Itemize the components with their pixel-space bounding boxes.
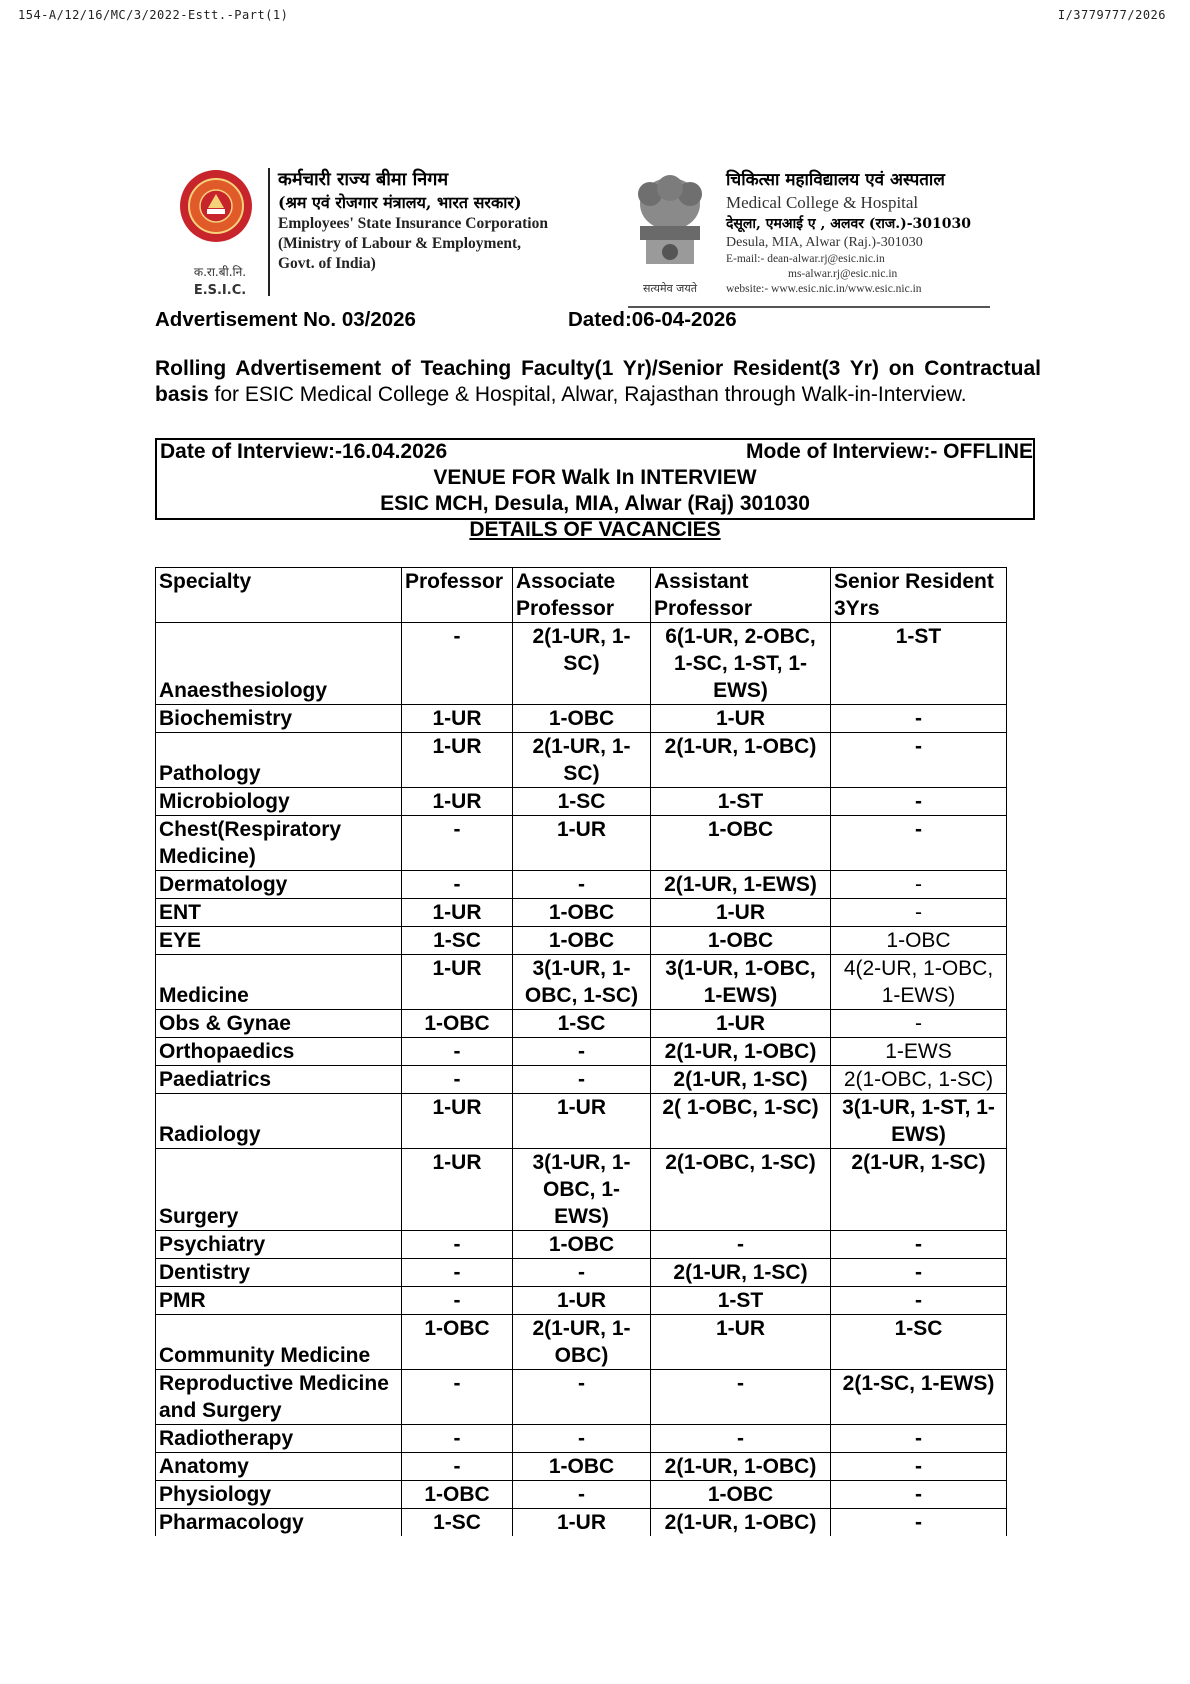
vacancy-cell: 2(1-OBC, 1-SC) xyxy=(651,1149,831,1231)
table-row xyxy=(156,1010,1007,1038)
vacancy-cell: - xyxy=(402,871,513,899)
table-header-cell: Professor xyxy=(402,568,513,623)
vacancy-cell: 1-OBC xyxy=(513,705,651,733)
vacancy-cell: 1-UR xyxy=(402,899,513,927)
interview-date: Date of Interview:-16.04.2026 xyxy=(160,440,448,463)
national-emblem-icon xyxy=(620,168,720,308)
vacancy-cell: 1-UR xyxy=(651,899,831,927)
table-row xyxy=(156,816,1007,871)
vacancy-cell: 1-UR xyxy=(402,705,513,733)
letterhead-divider xyxy=(268,168,270,296)
table-row xyxy=(156,1038,1007,1066)
vacancy-cell: - xyxy=(831,816,1007,871)
logo-en-text: E.S.I.C. xyxy=(193,283,247,298)
vacancy-table xyxy=(155,567,1007,1536)
specialty-cell: Paediatrics xyxy=(156,1066,402,1094)
specialty-cell: Radiology xyxy=(156,1094,402,1149)
vacancy-cell: 2(1-UR, 1-SC) xyxy=(513,623,651,705)
vacancy-cell: 1-ST xyxy=(651,1287,831,1315)
specialty-cell: Reproductive Medicine and Surgery xyxy=(156,1370,402,1425)
esic-hindi-name: कर्मचारी राज्य बीमा निगम xyxy=(278,169,449,190)
vacancy-cell: 1-SC xyxy=(402,1509,513,1537)
vacancy-cell: 1-OBC xyxy=(651,816,831,871)
advertisement-date: Dated:06-04-2026 xyxy=(568,308,737,331)
vacancy-cell: 1-SC xyxy=(831,1315,1007,1370)
specialty-cell: Orthopaedics xyxy=(156,1038,402,1066)
mch-english-name: Medical College & Hospital xyxy=(726,193,919,212)
esic-english-govt: Govt. of India) xyxy=(278,255,376,272)
vacancy-heading: DETAILS OF VACANCIES xyxy=(469,518,721,541)
vacancy-cell: 3(1-UR, 1-ST, 1-EWS) xyxy=(831,1094,1007,1149)
vacancy-cell: 1-OBC xyxy=(513,899,651,927)
table-row xyxy=(156,1149,1007,1231)
vacancy-cell: 3(1-UR, 1-OBC, 1-EWS) xyxy=(513,1149,651,1231)
esic-logo-icon xyxy=(178,168,262,308)
vacancy-cell: 1-OBC xyxy=(402,1315,513,1370)
table-row xyxy=(156,733,1007,788)
vacancy-cell: - xyxy=(831,1231,1007,1259)
vacancy-cell: 1-OBC xyxy=(513,1231,651,1259)
vacancy-cell: - xyxy=(513,1259,651,1287)
vacancy-cell: 1-UR xyxy=(651,1315,831,1370)
vacancy-cell: 1-OBC xyxy=(402,1010,513,1038)
vacancy-cell: 3(1-UR, 1-OBC, 1-SC) xyxy=(513,955,651,1010)
table-row xyxy=(156,871,1007,899)
esic-english-name: Employees' State Insurance Corporation xyxy=(278,215,548,232)
vacancy-cell: - xyxy=(513,1370,651,1425)
table-header-cell: Senior Resident 3Yrs xyxy=(831,568,1007,623)
specialty-cell: EYE xyxy=(156,927,402,955)
vacancy-cell: 2(1-UR, 1-SC) xyxy=(651,1066,831,1094)
mch-hindi-name: चिकित्सा महाविद्यालय एवं अस्पताल xyxy=(726,170,945,190)
specialty-cell: PMR xyxy=(156,1287,402,1315)
table-row xyxy=(156,1259,1007,1287)
vacancy-cell: - xyxy=(831,1509,1007,1537)
specialty-cell: Physiology xyxy=(156,1481,402,1509)
vacancy-cell: - xyxy=(831,788,1007,816)
interview-venue-box xyxy=(155,438,1035,520)
vacancy-cell: 1-UR xyxy=(402,1094,513,1149)
vacancy-cell: - xyxy=(651,1231,831,1259)
vacancy-cell: 1-EWS xyxy=(831,1038,1007,1066)
vacancy-cell: 3(1-UR, 1-OBC, 1-EWS) xyxy=(651,955,831,1010)
vacancy-cell: 1-OBC xyxy=(513,927,651,955)
venue-address: ESIC MCH, Desula, MIA, Alwar (Raj) 301030 xyxy=(380,492,810,515)
document-number: I/3779777/2026 xyxy=(1057,8,1166,22)
table-row xyxy=(156,1231,1007,1259)
specialty-cell: Psychiatry xyxy=(156,1231,402,1259)
vacancy-cell: 1-UR xyxy=(402,1149,513,1231)
mch-email-1: E-mail:- dean-alwar.rj@esic.nic.in xyxy=(726,253,885,265)
vacancy-cell: - xyxy=(831,733,1007,788)
vacancy-cell: 1-UR xyxy=(402,733,513,788)
vacancy-cell: - xyxy=(402,1066,513,1094)
specialty-cell: Dentistry xyxy=(156,1259,402,1287)
vacancy-cell: 1-OBC xyxy=(651,1481,831,1509)
vacancy-cell: - xyxy=(513,871,651,899)
vacancy-cell: - xyxy=(831,1425,1007,1453)
vacancy-cell: 1-UR xyxy=(402,955,513,1010)
vacancy-cell: 1-UR xyxy=(402,788,513,816)
logo-hindi-text: क.रा.बी.नि. xyxy=(193,265,247,279)
table-row xyxy=(156,1481,1007,1509)
vacancy-cell: 2(1-UR, 1-OBC) xyxy=(651,1453,831,1481)
specialty-cell: Dermatology xyxy=(156,871,402,899)
table-row xyxy=(156,1425,1007,1453)
vacancy-cell: 1-SC xyxy=(513,788,651,816)
table-row xyxy=(156,705,1007,733)
emblem-caption: सत्यमेव जयते xyxy=(642,282,698,295)
vacancy-cell: 2(1-UR, 1-OBC) xyxy=(513,1315,651,1370)
specialty-cell: Biochemistry xyxy=(156,705,402,733)
letterhead xyxy=(178,168,1020,308)
file-reference: 154-A/12/16/MC/3/2022-Estt.-Part(1) xyxy=(18,8,289,22)
vacancy-cell: 1-SC xyxy=(402,927,513,955)
venue-title: VENUE FOR Walk In INTERVIEW xyxy=(433,466,757,489)
vacancy-cell: 1-OBC xyxy=(651,927,831,955)
vacancy-cell: 1-UR xyxy=(651,1010,831,1038)
vacancy-cell: 1-ST xyxy=(651,788,831,816)
specialty-cell: Medicine xyxy=(156,955,402,1010)
vacancy-cell: - xyxy=(513,1066,651,1094)
interview-mode: Mode of Interview:- OFFLINE xyxy=(746,440,1033,463)
table-row xyxy=(156,623,1007,705)
vacancy-cell: - xyxy=(831,1010,1007,1038)
vacancy-cell: - xyxy=(513,1038,651,1066)
vacancy-cell: - xyxy=(831,899,1007,927)
specialty-cell: Radiotherapy xyxy=(156,1425,402,1453)
vacancy-cell: 6(1-UR, 2-OBC, 1-SC, 1-ST, 1-EWS) xyxy=(651,623,831,705)
table-row xyxy=(156,1453,1007,1481)
vacancy-cell: - xyxy=(402,623,513,705)
vacancy-cell: 1-ST xyxy=(831,623,1007,705)
vacancy-cell: - xyxy=(831,1481,1007,1509)
vacancy-cell: 2(1-UR, 1-OBC) xyxy=(651,1509,831,1537)
specialty-cell: Community Medicine xyxy=(156,1315,402,1370)
vacancy-cell: - xyxy=(402,1370,513,1425)
vacancy-cell: - xyxy=(402,1287,513,1315)
vacancy-cell: 1-UR xyxy=(651,705,831,733)
table-row xyxy=(156,1370,1007,1425)
vacancy-cell: 2(1-UR, 1-OBC) xyxy=(651,1038,831,1066)
specialty-cell: Chest(Respiratory Medicine) xyxy=(156,816,402,871)
vacancy-cell: - xyxy=(831,705,1007,733)
specialty-cell: Pathology xyxy=(156,733,402,788)
specialty-cell: Anatomy xyxy=(156,1453,402,1481)
table-row xyxy=(156,1315,1007,1370)
vacancy-cell: 1-OBC xyxy=(513,1453,651,1481)
mch-website: website:- www.esic.nic.in/www.esic.nic.in xyxy=(726,283,922,295)
vacancy-cell: - xyxy=(831,1259,1007,1287)
specialty-cell: Surgery xyxy=(156,1149,402,1231)
advertisement-number: Advertisement No. 03/2026 xyxy=(155,308,416,331)
vacancy-cell: 2(1-UR, 1-OBC) xyxy=(651,733,831,788)
vacancy-cell: 1-UR xyxy=(513,1287,651,1315)
specialty-cell: Microbiology xyxy=(156,788,402,816)
esic-english-ministry: (Ministry of Labour & Employment, xyxy=(278,235,521,252)
table-row xyxy=(156,788,1007,816)
vacancy-cell: 2(1-UR, 1-SC) xyxy=(651,1259,831,1287)
esic-hindi-ministry: (श्रम एवं रोजगार मंत्रालय, भारत सरकार) xyxy=(278,193,522,212)
vacancy-cell: 2(1-OBC, 1-SC) xyxy=(831,1066,1007,1094)
vacancy-cell: - xyxy=(402,1425,513,1453)
intro-normal-text: for ESIC Medical College & Hospital, Alwar, Rajasthan through Walk-in-Interview. xyxy=(208,383,967,406)
table-row xyxy=(156,1066,1007,1094)
table-header-row xyxy=(156,568,1007,623)
vacancy-cell: 1-UR xyxy=(513,1094,651,1149)
specialty-cell: Pharmacology xyxy=(156,1509,402,1537)
vacancy-cell: 2(1-UR, 1-SC) xyxy=(513,733,651,788)
vacancy-cell: 2(1-UR, 1-EWS) xyxy=(651,871,831,899)
intro-paragraph xyxy=(155,356,1041,408)
mch-english-address: Desula, MIA, Alwar (Raj.)-301030 xyxy=(726,235,923,250)
vacancy-cell: - xyxy=(402,1259,513,1287)
table-row xyxy=(156,899,1007,927)
mch-email-2: ms-alwar.rj@esic.nic.in xyxy=(788,268,898,280)
vacancy-cell: - xyxy=(831,871,1007,899)
mch-hindi-address: देसूला, एमआई ए , अलवर (राज.)-301030 xyxy=(726,216,971,232)
table-row xyxy=(156,927,1007,955)
vacancy-cell: - xyxy=(402,1231,513,1259)
vacancy-cell: 1-SC xyxy=(513,1010,651,1038)
vacancy-cell: 4(2-UR, 1-OBC, 1-EWS) xyxy=(831,955,1007,1010)
table-header-cell: Associate Professor xyxy=(513,568,651,623)
vacancy-cell: 1-OBC xyxy=(402,1481,513,1509)
specialty-cell: Anaesthesiology xyxy=(156,623,402,705)
table-header-cell: Specialty xyxy=(156,568,402,623)
specialty-cell: ENT xyxy=(156,899,402,927)
vacancy-cell: 2( 1-OBC, 1-SC) xyxy=(651,1094,831,1149)
vacancy-cell: - xyxy=(831,1287,1007,1315)
specialty-cell: Obs & Gynae xyxy=(156,1010,402,1038)
vacancy-cell: - xyxy=(402,1038,513,1066)
table-row xyxy=(156,1509,1007,1537)
vacancy-cell: - xyxy=(651,1370,831,1425)
vacancy-cell: - xyxy=(402,1453,513,1481)
vacancy-cell: 2(1-UR, 1-SC) xyxy=(831,1149,1007,1231)
esic-name-block xyxy=(278,168,598,274)
vacancy-cell: 1-UR xyxy=(513,1509,651,1537)
table-header-cell: Assistant Professor xyxy=(651,568,831,623)
vacancy-cell: - xyxy=(402,816,513,871)
table-row xyxy=(156,1094,1007,1149)
vacancy-cell: - xyxy=(513,1481,651,1509)
vacancy-cell: - xyxy=(831,1453,1007,1481)
intro-bold-text: Rolling Advertisement of Teaching Faculty(1 Yr)/Senior Resident(3 Yr) on Contractual basis xyxy=(155,357,1041,406)
mch-name-block xyxy=(726,168,1026,297)
vacancy-cell: 1-UR xyxy=(513,816,651,871)
vacancy-cell: - xyxy=(513,1425,651,1453)
vacancy-cell: 1-OBC xyxy=(831,927,1007,955)
vacancy-cell: - xyxy=(651,1425,831,1453)
vacancy-cell: 2(1-SC, 1-EWS) xyxy=(831,1370,1007,1425)
table-row xyxy=(156,955,1007,1010)
table-row xyxy=(156,1287,1007,1315)
